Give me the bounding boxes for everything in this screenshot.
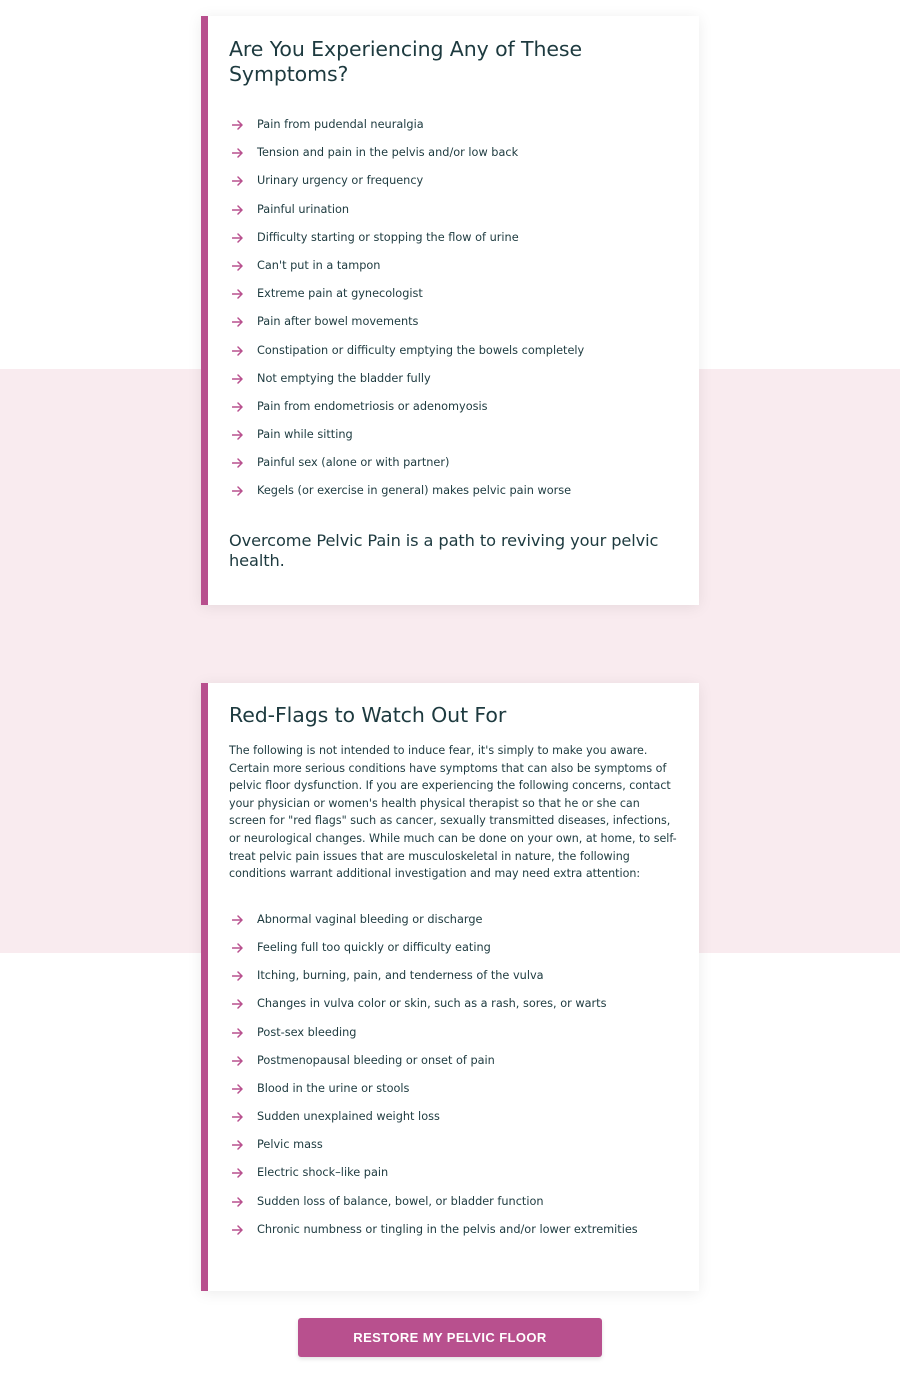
list-item — [229, 252, 679, 280]
list-item — [229, 1216, 679, 1244]
list-item — [229, 1075, 679, 1103]
list-item — [229, 139, 679, 167]
list-item-text: Tension and pain in the pelvis and/or low back — [257, 146, 519, 160]
list-item — [229, 1159, 679, 1187]
list-item — [229, 196, 679, 224]
list-item-text: Kegels (or exercise in general) makes pelvic pain worse — [257, 484, 572, 498]
list-item-text: Chronic numbness or tingling in the pelvis and/or lower extremities — [257, 1222, 638, 1236]
list-item-text: Sudden unexplained weight loss — [257, 1110, 440, 1124]
arrow-right-icon — [232, 233, 243, 243]
red-flags-list — [229, 906, 679, 1244]
list-item — [229, 477, 679, 505]
arrow-right-icon — [232, 943, 243, 953]
arrow-right-icon — [232, 1028, 243, 1038]
list-item — [229, 365, 679, 393]
symptoms-closing-text: Overcome Pelvic Pain is a path to reviving your pelvic health. — [229, 530, 659, 570]
list-item-text: Pelvic mass — [257, 1138, 323, 1152]
arrow-right-icon — [232, 915, 243, 925]
list-item — [229, 1047, 679, 1075]
arrow-right-icon — [232, 176, 243, 186]
list-item-text: Abnormal vaginal bleeding or discharge — [257, 912, 483, 926]
arrow-right-icon — [232, 289, 243, 299]
red-flags-intro: The following is not intended to induce fear, it's simply to make you aware. Certain more serious conditions have symptoms that can also be symptoms of pelvic floor dysfunction. If you are experiencing the following concerns, contact your physician or women's health physical therapist so that he or she can screen for "red flags" such as cancer, sexually transmitted diseases, infections, or neurological changes. While much can be done on your own, at home, to self-treat pelvic pain issues that are musculoskeletal in nature, the following conditions warrant additional investigation and may need extra attention: — [229, 744, 677, 881]
list-item — [229, 906, 679, 934]
list-item-text: Pain after bowel movements — [257, 315, 419, 329]
list-item-text: Can't put in a tampon — [257, 258, 381, 272]
arrow-right-icon — [232, 1112, 243, 1122]
list-item-text: Painful sex (alone or with partner) — [257, 456, 450, 470]
list-item-text: Blood in the urine or stools — [257, 1081, 410, 1095]
symptoms-card — [201, 16, 699, 605]
arrow-right-icon — [232, 346, 243, 356]
list-item — [229, 449, 679, 477]
list-item — [229, 393, 679, 421]
list-item — [229, 1131, 679, 1159]
list-item — [229, 934, 679, 962]
list-item-text: Electric shock–like pain — [257, 1166, 389, 1180]
arrow-right-icon — [232, 430, 243, 440]
list-item — [229, 337, 679, 365]
list-item — [229, 167, 679, 195]
list-item — [229, 990, 679, 1018]
arrow-right-icon — [232, 1197, 243, 1207]
list-item-text: Difficulty starting or stopping the flow of urine — [257, 230, 519, 244]
list-item-text: Itching, burning, pain, and tenderness of the vulva — [257, 969, 544, 983]
list-item-text: Post-sex bleeding — [257, 1025, 357, 1039]
list-item-text: Pain from pudendal neuralgia — [257, 118, 424, 131]
list-item — [229, 1188, 679, 1216]
list-item-text: Postmenopausal bleeding or onset of pain — [257, 1053, 495, 1067]
arrow-right-icon — [232, 486, 243, 496]
arrow-right-icon — [232, 402, 243, 412]
arrow-right-icon — [232, 999, 243, 1009]
restore-pelvic-floor-button[interactable]: RESTORE MY PELVIC FLOOR — [298, 1318, 602, 1357]
red-flags-title: Red-Flags to Watch Out For — [229, 703, 507, 727]
symptoms-list — [229, 111, 679, 506]
list-item — [229, 1019, 679, 1047]
arrow-right-icon — [232, 148, 243, 158]
arrow-right-icon — [232, 120, 243, 130]
symptoms-title: Are You Experiencing Any of These Symptoms? — [229, 37, 582, 86]
arrow-right-icon — [232, 374, 243, 384]
list-item — [229, 1103, 679, 1131]
list-item-text: Pain while sitting — [257, 428, 353, 442]
list-item-text: Extreme pain at gynecologist — [257, 287, 423, 301]
list-item-text: Sudden loss of balance, bowel, or bladder function — [257, 1194, 544, 1208]
list-item — [229, 280, 679, 308]
list-item-text: Painful urination — [257, 202, 350, 216]
arrow-right-icon — [232, 1168, 243, 1178]
arrow-right-icon — [232, 317, 243, 327]
arrow-right-icon — [232, 971, 243, 981]
arrow-right-icon — [232, 205, 243, 215]
list-item-text: Changes in vulva color or skin, such as a rash, sores, or warts — [257, 997, 607, 1011]
arrow-right-icon — [232, 1084, 243, 1094]
list-item-text: Not emptying the bladder fully — [257, 371, 431, 385]
list-item — [229, 111, 679, 139]
list-item — [229, 308, 679, 336]
arrow-right-icon — [232, 458, 243, 468]
arrow-right-icon — [232, 1056, 243, 1066]
list-item-text: Feeling full too quickly or difficulty eating — [257, 940, 491, 954]
arrow-right-icon — [232, 1140, 243, 1150]
list-item-text: Constipation or difficulty emptying the bowels completely — [257, 343, 585, 357]
list-item-text: Pain from endometriosis or adenomyosis — [257, 399, 488, 413]
arrow-right-icon — [232, 1225, 243, 1235]
list-item-text: Urinary urgency or frequency — [257, 174, 424, 188]
list-item — [229, 962, 679, 990]
red-flags-card — [201, 683, 699, 1291]
arrow-right-icon — [232, 261, 243, 271]
list-item — [229, 421, 679, 449]
list-item — [229, 224, 679, 252]
